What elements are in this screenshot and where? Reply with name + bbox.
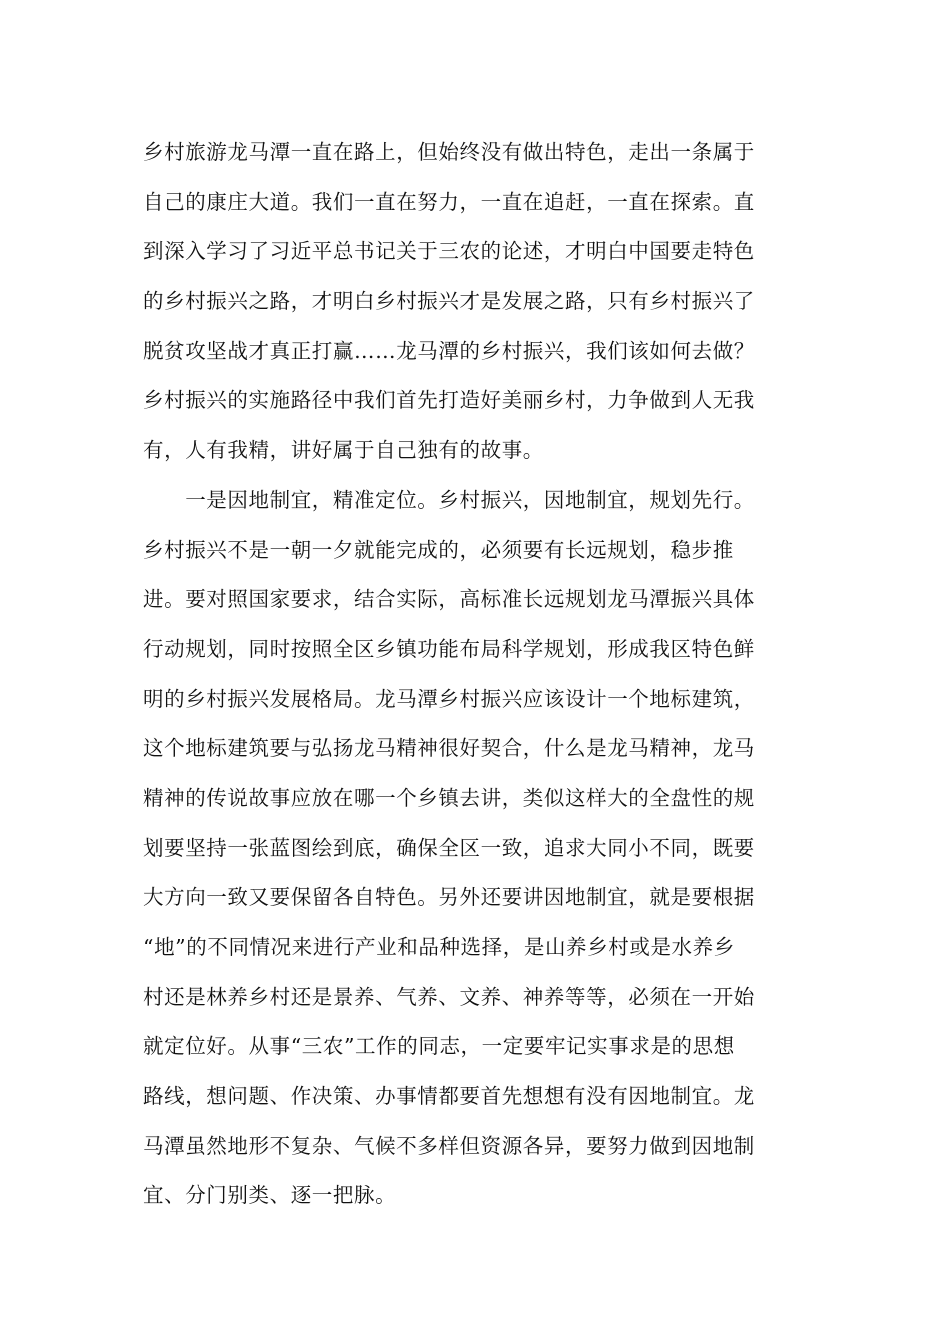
text-line: 路线，想问题、作决策、办事情都要首先想想有没有因地制宜。龙: [143, 1084, 755, 1109]
text-line: 划要坚持一张蓝图绘到底，确保全区一致，追求大同小不同，既要: [143, 835, 755, 860]
document-body: [143, 128, 808, 1221]
text-line: 到深入学习了习近平总书记关于三农的论述，才明白中国要走特色: [143, 239, 755, 264]
paragraph-2: [143, 476, 808, 1221]
text-line: “地”的不同情况来进行产业和品种选择，是山养乡村或是水养乡: [143, 935, 735, 959]
text-line: 乡村旅游龙马潭一直在路上，但始终没有做出特色，走出一条属于: [143, 140, 755, 164]
text-line: 宜、分门别类、逐一把脉。: [143, 1183, 397, 1208]
paragraph-1: [143, 128, 808, 476]
text-line: 进。要对照国家要求，结合实际，高标准长远规划龙马潭振兴具体: [143, 587, 755, 612]
text-line: 大方向一致又要保留各自特色。另外还要讲因地制宜，就是要根据: [143, 885, 755, 910]
text-line: 自己的康庄大道。我们一直在努力，一直在追赶，一直在探索。直: [143, 189, 755, 214]
text-line: 乡村振兴的实施路径中我们首先打造好美丽乡村，力争做到人无我: [143, 388, 755, 413]
text-line: 村还是林养乡村还是景养、气养、文养、神养等等，必须在一开始: [143, 984, 755, 1009]
text-line: 精神的传说故事应放在哪一个乡镇去讲，类似这样大的全盘性的规: [143, 785, 755, 810]
text-line: 就定位好。从事“三农”工作的同志，一定要牢记实事求是的思想: [143, 1034, 735, 1059]
text-line: 乡村振兴不是一朝一夕就能完成的，必须要有长远规划，稳步推: [143, 537, 734, 562]
text-line: 行动规划，同时按照全区乡镇功能布局科学规划，形成我区特色鲜: [143, 636, 755, 661]
text-line: 有，人有我精，讲好属于自己独有的故事。: [143, 438, 544, 463]
text-line: 脱贫攻坚战才真正打赢……龙马潭的乡村振兴，我们该如何去做？: [143, 338, 755, 363]
text-line: 明的乡村振兴发展格局。龙马潭乡村振兴应该设计一个地标建筑，: [143, 686, 755, 711]
text-line: 马潭虽然地形不复杂、气候不多样但资源各异，要努力做到因地制: [143, 1133, 755, 1158]
text-line: 一是因地制宜，精准定位。乡村振兴，因地制宜，规划先行。: [143, 487, 755, 512]
text-line: 这个地标建筑要与弘扬龙马精神很好契合，什么是龙马精神，龙马: [143, 736, 755, 761]
text-line: 的乡村振兴之路，才明白乡村振兴才是发展之路，只有乡村振兴了: [143, 289, 755, 314]
